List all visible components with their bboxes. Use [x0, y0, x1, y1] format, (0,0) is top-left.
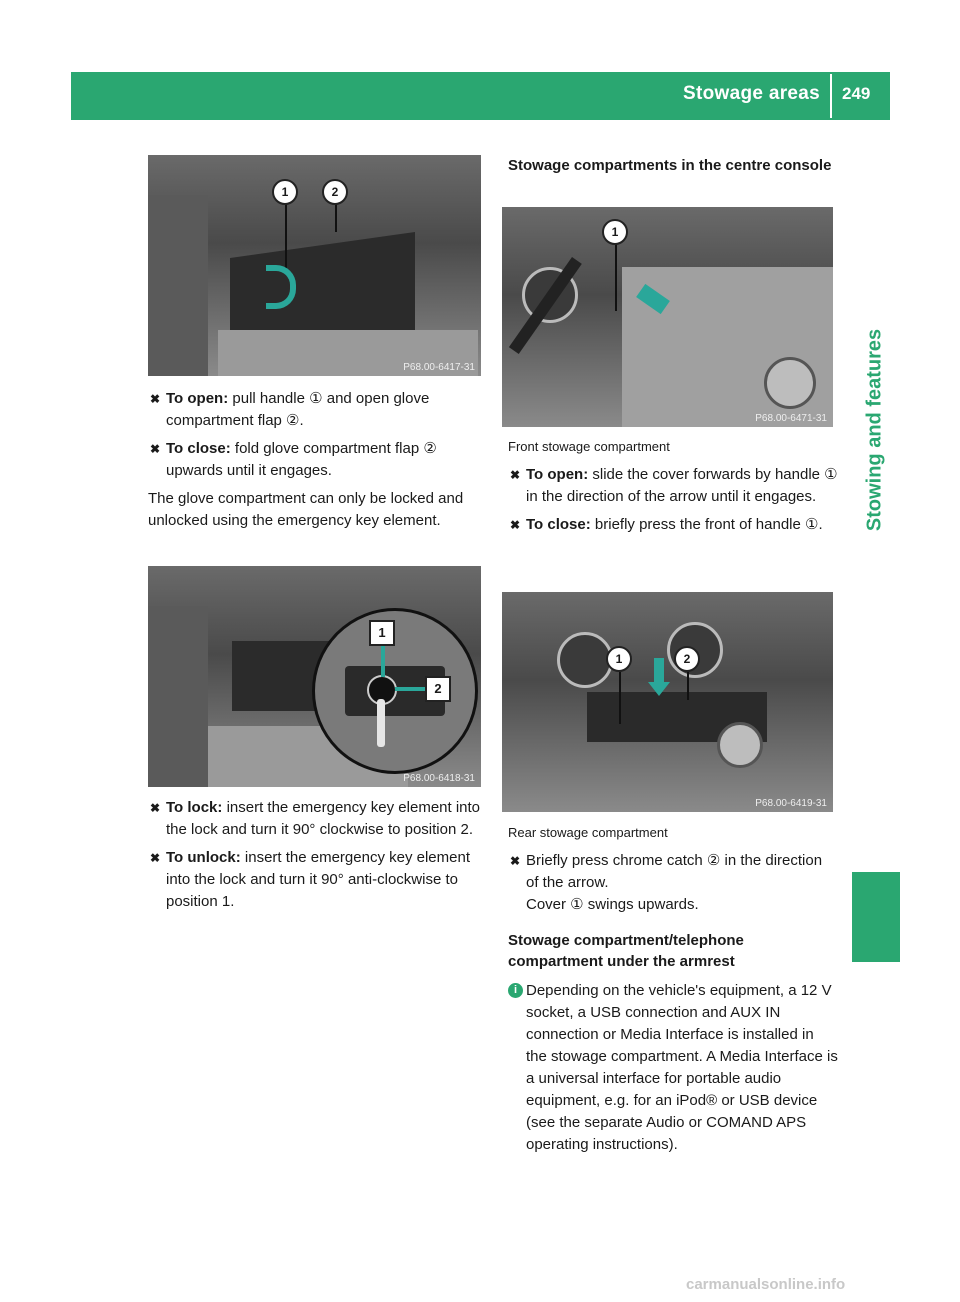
- step-to-open: [148, 388, 484, 432]
- callout-2: 2: [425, 676, 451, 702]
- step-arrow-icon: ✖: [150, 801, 161, 815]
- step-label: To close:: [526, 516, 591, 533]
- position-2-marker: [395, 687, 427, 691]
- step-arrow-icon: ✖: [150, 392, 161, 406]
- callout-1: 1: [369, 620, 395, 646]
- step-text: slide the cover forwards by handle ① in the direction of the arrow until it engages.: [526, 466, 838, 505]
- chapter-tab-marker: [852, 872, 900, 962]
- step-to-lock: [148, 797, 484, 841]
- press-arrow-icon: [654, 658, 664, 684]
- step-text: insert the emergency key element into the lock and turn it 90° clockwise to position 2.: [166, 799, 481, 838]
- callout-line-1: [615, 241, 617, 311]
- step-arrow-icon: ✖: [510, 854, 521, 868]
- step-label: To unlock:: [166, 849, 241, 866]
- callout-1: 1: [606, 646, 632, 672]
- dashboard-left-shape: [148, 195, 208, 376]
- step-text: pull handle ① and open glove compartment flap ②.: [166, 390, 430, 429]
- chapter-label: Stowing and features: [863, 328, 886, 532]
- step-label: To close:: [166, 440, 231, 457]
- step-text: insert the emergency key element into the lock and turn it 90° anti-clockwise to position 1.: [166, 849, 471, 910]
- watermark: carmanualsonline.info: [686, 1276, 846, 1293]
- step-arrow-icon: ✖: [150, 851, 161, 865]
- step-arrow-icon: ✖: [150, 442, 161, 456]
- step-text: briefly press the front of handle ①.: [594, 516, 823, 533]
- page-number: 249: [842, 84, 871, 103]
- info-text: Depending on the vehicle's equipment, a 12 V socket, a USB connection and AUX IN connection or Media Interface is installed in the stowage compartment. A Media Interface is a universal interface for portable audio equipment, e.g. for an iPod® or USB device (see the separate Audio or COMAND APS operating instructions).: [526, 982, 838, 1153]
- controller-knob-icon: [764, 357, 816, 409]
- lock-detail-inset: [312, 608, 478, 774]
- image-caption: Rear stowage compartment: [508, 825, 668, 840]
- section-title: Stowage areas: [683, 83, 820, 104]
- section-heading: Stowage compartments in the centre console: [508, 157, 832, 174]
- controller-knob-icon: [717, 722, 763, 768]
- step-to-unlock: [148, 847, 484, 913]
- step-to-open: [508, 464, 838, 508]
- dashboard-left-shape: [148, 606, 208, 787]
- right-column-top: [508, 155, 838, 176]
- image-code: P68.00-6419-31: [755, 798, 827, 809]
- info-icon: i: [508, 983, 523, 998]
- front-stowage-photo: [502, 207, 833, 427]
- control-knob-icon: [557, 632, 613, 688]
- right-column-mid: [508, 436, 838, 536]
- callout-2: 2: [322, 179, 348, 205]
- callout-line-1: [619, 672, 621, 724]
- step-label: To open:: [166, 390, 229, 407]
- glove-lock-photo: [148, 566, 481, 787]
- step-result-text: Cover ① swings upwards.: [526, 896, 699, 913]
- step-arrow-icon: ✖: [510, 518, 521, 532]
- step-arrow-icon: ✖: [510, 468, 521, 482]
- right-column-lower: [508, 822, 838, 1156]
- image-code: P68.00-6471-31: [755, 413, 827, 424]
- rear-stowage-photo: [502, 592, 833, 812]
- callout-1: 1: [272, 179, 298, 205]
- press-arrowhead-icon: [648, 682, 670, 696]
- position-1-marker: [381, 645, 385, 677]
- left-column: [148, 388, 484, 532]
- step-label: To open:: [526, 466, 589, 483]
- step-text: Briefly press chrome catch ② in the direction of the arrow.: [526, 852, 823, 891]
- step-to-close: [148, 438, 484, 482]
- step-to-close: [508, 514, 838, 536]
- glove-compartment-photo: [148, 155, 481, 376]
- callout-line-2: [335, 202, 337, 232]
- section-heading: Stowage compartment/telephone compartment under the armrest: [508, 932, 744, 970]
- callout-line-2: [687, 672, 689, 700]
- lock-info-paragraph: The glove compartment can only be locked and unlocked using the emergency key element.: [148, 490, 464, 529]
- step-text: fold glove compartment flap ② upwards until it engages.: [166, 440, 437, 479]
- callout-1: 1: [602, 219, 628, 245]
- image-caption: Front stowage compartment: [508, 439, 670, 454]
- step-press-catch: [508, 850, 838, 916]
- step-label: To lock:: [166, 799, 223, 816]
- emergency-key-icon: [377, 699, 385, 747]
- left-column-lower: [148, 797, 484, 913]
- image-code: P68.00-6418-31: [403, 773, 475, 784]
- callout-line-1: [285, 202, 287, 270]
- header-divider: [830, 74, 832, 118]
- info-note: [508, 980, 838, 1156]
- image-code: P68.00-6417-31: [403, 362, 475, 373]
- callout-2: 2: [674, 646, 700, 672]
